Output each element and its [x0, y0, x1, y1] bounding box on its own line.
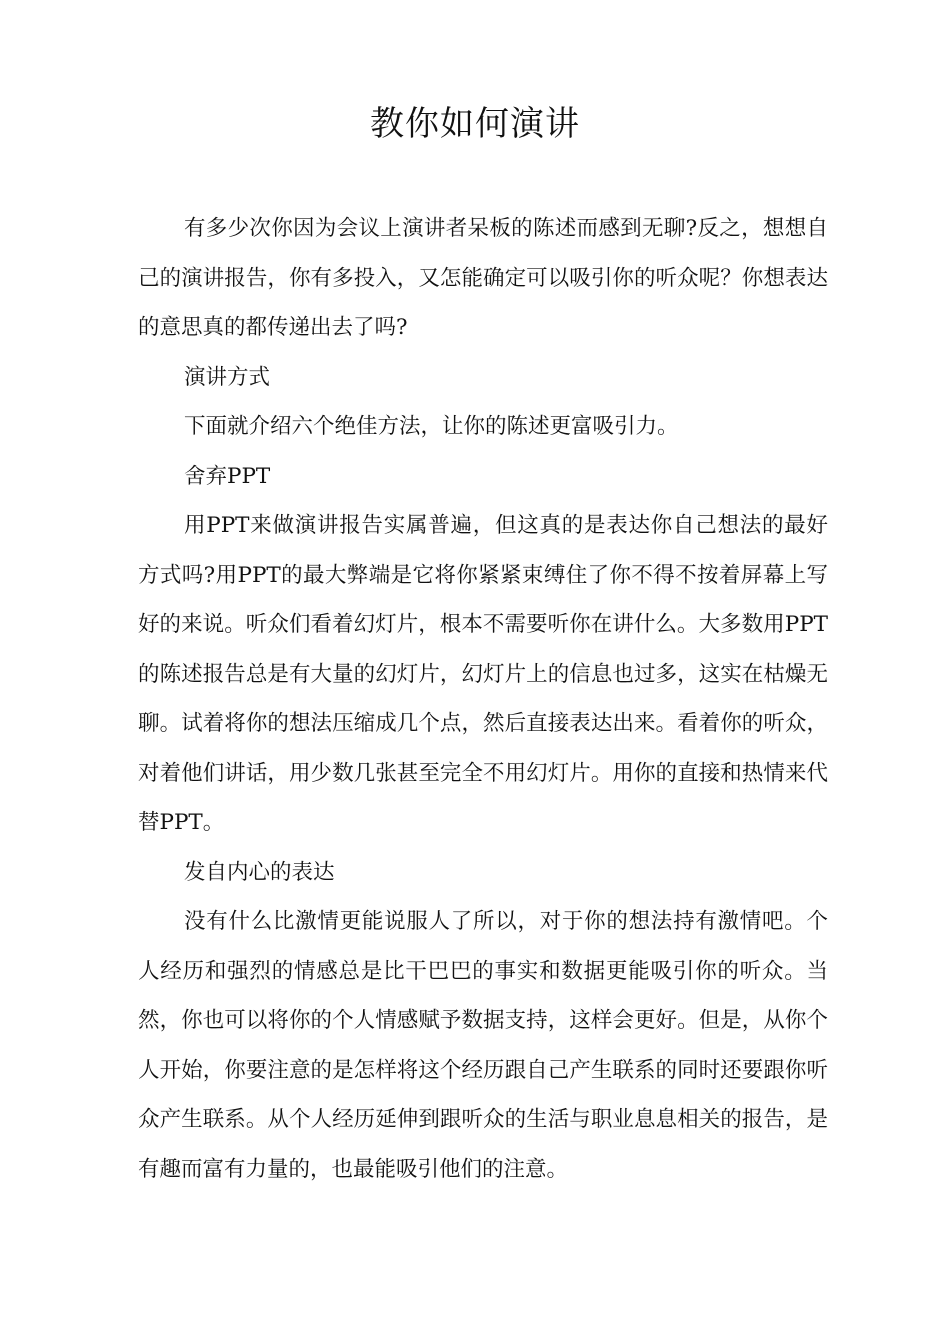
heartfelt-paragraph: 没有什么比激情更能说服人了所以，对于你的想法持有激情吧。个人经历和强烈的情感总是比干巴巴的事实和数据更能吸引你的听众。当然，你也可以将你的个人情感赋予数据支持，这样会更好。但是，从你个人开始，你要注意的是怎样将这个经历跟自己产生联系的同时还要跟你听众产生联系。从个人经历延伸到跟听众的生活与职业息息相关的报告，是有趣而富有力量的，也最能吸引他们的注意。: [138, 909, 828, 1182]
document-title: 教你如何演讲: [370, 104, 580, 144]
document-body: [138, 204, 828, 1194]
drop-ppt-paragraph: 用PPT来做演讲报告实属普遍，但这真的是表达你自己想法的最好方式吗?用PPT的最大弊端是它将你紧紧束缚住了你不得不按着屏幕上写好的来说。听众们看着幻灯片，根本不需要听你在讲什么。大多数用PPT的陈述报告总是有大量的幻灯片，幻灯片上的信息也过多，这实在枯燥无聊。试着将你的想法压缩成几个点，然后直接表达出来。看着你的听众，对着他们讲话，用少数几张甚至完全不用幻灯片。用你的直接和热情来代替PPT。: [138, 513, 828, 835]
section-heading-drop-ppt: 舍弃PPT: [184, 463, 271, 489]
methods-intro-paragraph: 下面就介绍六个绝佳方法，让你的陈述更富吸引力。: [184, 414, 679, 439]
intro-paragraph: 有多少次你因为会议上演讲者呆板的陈述而感到无聊?反之，想想自己的演讲报告，你有多投入，又怎能确定可以吸引你的听众呢？你想表达的意思真的都传递出去了吗?: [138, 216, 828, 340]
section-heading-heartfelt: 发自内心的表达: [184, 859, 335, 885]
section-heading-speech-style: 演讲方式: [184, 364, 271, 390]
